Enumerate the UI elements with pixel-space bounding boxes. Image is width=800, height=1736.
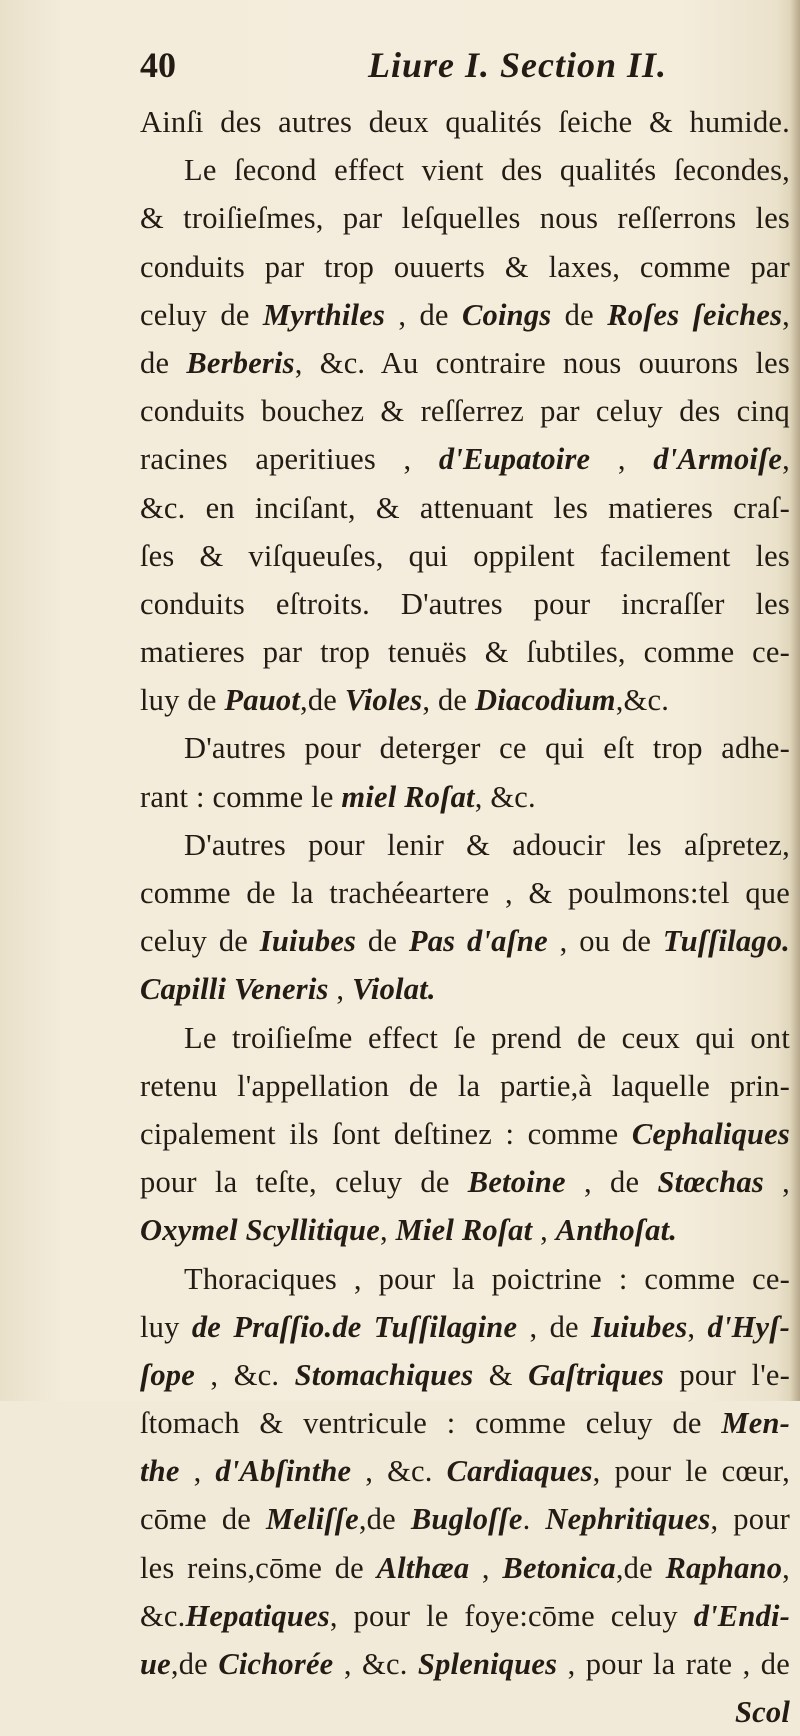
text-line: rant : comme le miel Roſat, &c. [140,779,536,814]
body-text [140,98,790,1736]
text-line: celuy de Iuiubes de Pas d'aſne , ou de Tuſſilago. [140,924,790,959]
text-line: ſtomach & ventricule : comme celuy de Men- [140,1406,790,1441]
text-line: ſope , &c. Stomachiques & Gaſtriques pour l'e- [140,1357,790,1392]
text-line: cipalement ils ſont deſtinez : comme Cephaliques [140,1116,790,1151]
text-line: cōme de Meliſſe,de Bugloſſe. Nephritiques, pour [140,1502,791,1537]
running-title: Liure I. Section II. [368,45,668,85]
text-line: comme de la trachéeartere , & poulmons:tel que [140,876,790,910]
page-edge-shadow [790,0,800,1401]
text-line: Ainſi des autres deux qualités ſeiche & humide. [140,105,790,139]
text-line: conduits par trop ouuerts & laxes, comme par [140,249,790,284]
text-line: ue,de Cichorée , &c. Spleniques , pour la rate , de [140,1647,790,1681]
text-line: de Berberis, &c. Au contraire nous ouurons les [140,345,790,380]
text-line: D'autres pour deterger ce qui eſt trop adhe- [184,731,790,766]
text-line: Le troiſieſme effect ſe prend de ceux qui ont [184,1020,790,1055]
running-header [140,40,780,100]
text-line: retenu l'appellation de la partie,à laquelle prin- [140,1068,790,1103]
text-line: racines aperitiues , d'Eupatoire , d'Armoiſe, [140,442,790,477]
text-line: ſes & viſqueuſes, qui oppilent facilement les [140,538,790,573]
text-line: luy de Praſſio.de Tuſſilagine , de Iuiubes, d'Hyſ- [140,1309,790,1344]
text-line: Scol [734,1695,790,1730]
page-number: 40 [140,45,176,85]
text-line: pour la teſte, celuy de Betoine , de Stœchas , [140,1165,790,1200]
text-line: &c. en inciſant, & attenuant les matieres craſ- [140,490,790,525]
text-line: luy de Pauot,de Violes, de Diacodium,&c. [140,683,670,718]
text-line: conduits bouchez & reſſerrez par celuy des cinq [140,394,790,429]
text-line: the , d'Abſinthe , &c. Cardiaques, pour le cœur, [140,1454,790,1489]
text-line: celuy de Myrthiles , de Coings de Roſes ſeiches, [140,297,790,332]
text-line: Thoraciques , pour la poictrine : comme ce- [184,1261,790,1296]
text-line: Oxymel Scyllitique, Miel Roſat , Anthoſat. [140,1213,678,1248]
text-line: &c.Hepatiques, pour le foye:cōme celuy d'Endi- [140,1598,790,1633]
text-line: conduits eſtroits. D'autres pour incraſſer les [140,586,790,621]
text-line: les reins,cōme de Althæa , Betonica,de Raphano, [140,1550,790,1585]
text-line: matieres par trop tenuës & ſubtiles, comme ce- [140,635,790,670]
text-line: & troiſieſmes, par leſquelles nous reſſerrons les [140,201,790,236]
text-line: D'autres pour lenir & adoucir les aſpretez, [184,827,790,862]
text-line: Le ſecond effect vient des qualités ſecondes, [184,153,790,188]
text-line: Capilli Veneris , Violat. [140,972,436,1007]
